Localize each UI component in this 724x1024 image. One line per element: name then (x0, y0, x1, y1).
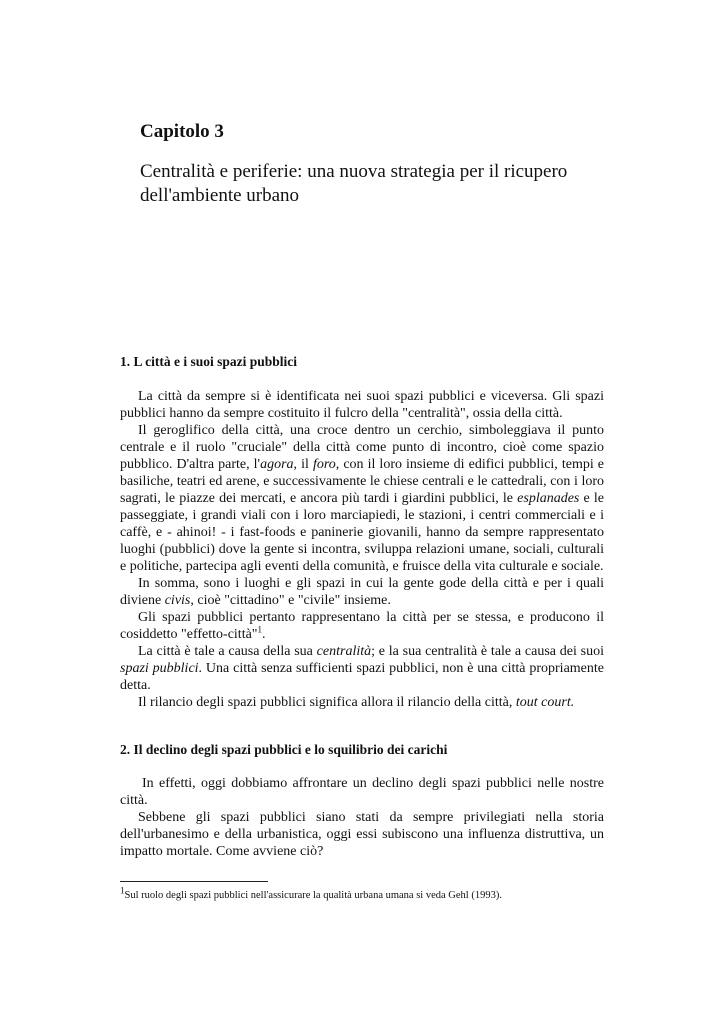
paragraph: In effetti, oggi dobbiamo affrontare un declino degli spazi pubblici nelle nostre città. (120, 776, 604, 808)
paragraph: La città da sempre si è identificata nei suoi spazi pubblici e viceversa. Gli spazi pubblici hanno da sempre costituito il fulcro della "centralità", ossia della città. (120, 389, 604, 421)
paragraph: In somma, sono i luoghi e gli spazi in cui la gente gode della città e per i quali diviene civis, cioè "cittadino" e "civile" insieme. (120, 576, 604, 608)
footnote-marker: 1 (120, 885, 125, 896)
section-heading-2: 2. Il declino degli spazi pubblici e lo squilibrio dei carichi (120, 742, 448, 757)
chapter-label: Capitolo 3 (140, 121, 224, 142)
footnote-reference[interactable]: 1 (257, 624, 263, 635)
paragraph: Il rilancio degli spazi pubblici significa allora il rilancio della città, tout court. (138, 695, 575, 710)
chapter-title: Centralità e periferie: una nuova strategia per il ricupero dell'ambiente urbano (140, 161, 568, 206)
footnote: $^1$Sul ruolo degli spazi pubblici nell'assicurare la qualità urbana umana si veda Gehl (1993). (120, 885, 502, 901)
paragraph: Gli spazi pubblici pertanto rappresentano la città per se stessa, e producono il cosiddetto "effetto-città"$^1$. (120, 610, 604, 642)
section-2-body (120, 775, 604, 860)
section-heading-1: 1. L città e i suoi spazi pubblici (120, 354, 298, 369)
footnote-divider (120, 881, 268, 882)
paragraph: La città è tale a causa della sua centralità; e la sua centralità è tale a causa dei suoi spazi pubblici. Una città senza sufficienti spazi pubblici, non è una città propriamente detta. (120, 644, 604, 693)
paragraph: Sebbene gli spazi pubblici siano stati da sempre privilegiati nella storia dell'urbanesimo e della urbanistica, oggi essi subiscono una influenza distruttiva, un impatto mortale. Come avviene ciò? (120, 810, 604, 859)
section-1-body (120, 388, 604, 711)
paragraph: Il geroglifico della città, una croce dentro un cerchio, simboleggiava il punto centrale e il ruolo "cruciale" della città come punto di incontro, cioè come spazio pubblico. D'altra parte, l'agora, il foro, con il loro insieme di edifici pubblici, tempi e basiliche, teatri ed arene, e successivamente le chiese centrali e le cattedrali, con i loro sagrati, le piazze dei mercati, e ancora più tardi i giardini pubblici, le esplanades e le passeggiate, i grandi viali con i loro marciapiedi, le stazioni, i centri commerciali e i caffè, e - ahinoi! - i fast-foods e paninerie giovanili, hanno da sempre rappresentato luoghi (pubblici) dove la gente si incontra, sviluppa relazioni umane, sociali, culturali e politiche, partecipa agli eventi della comunità, e fruisce della vita culturale e sociale. (120, 423, 605, 574)
